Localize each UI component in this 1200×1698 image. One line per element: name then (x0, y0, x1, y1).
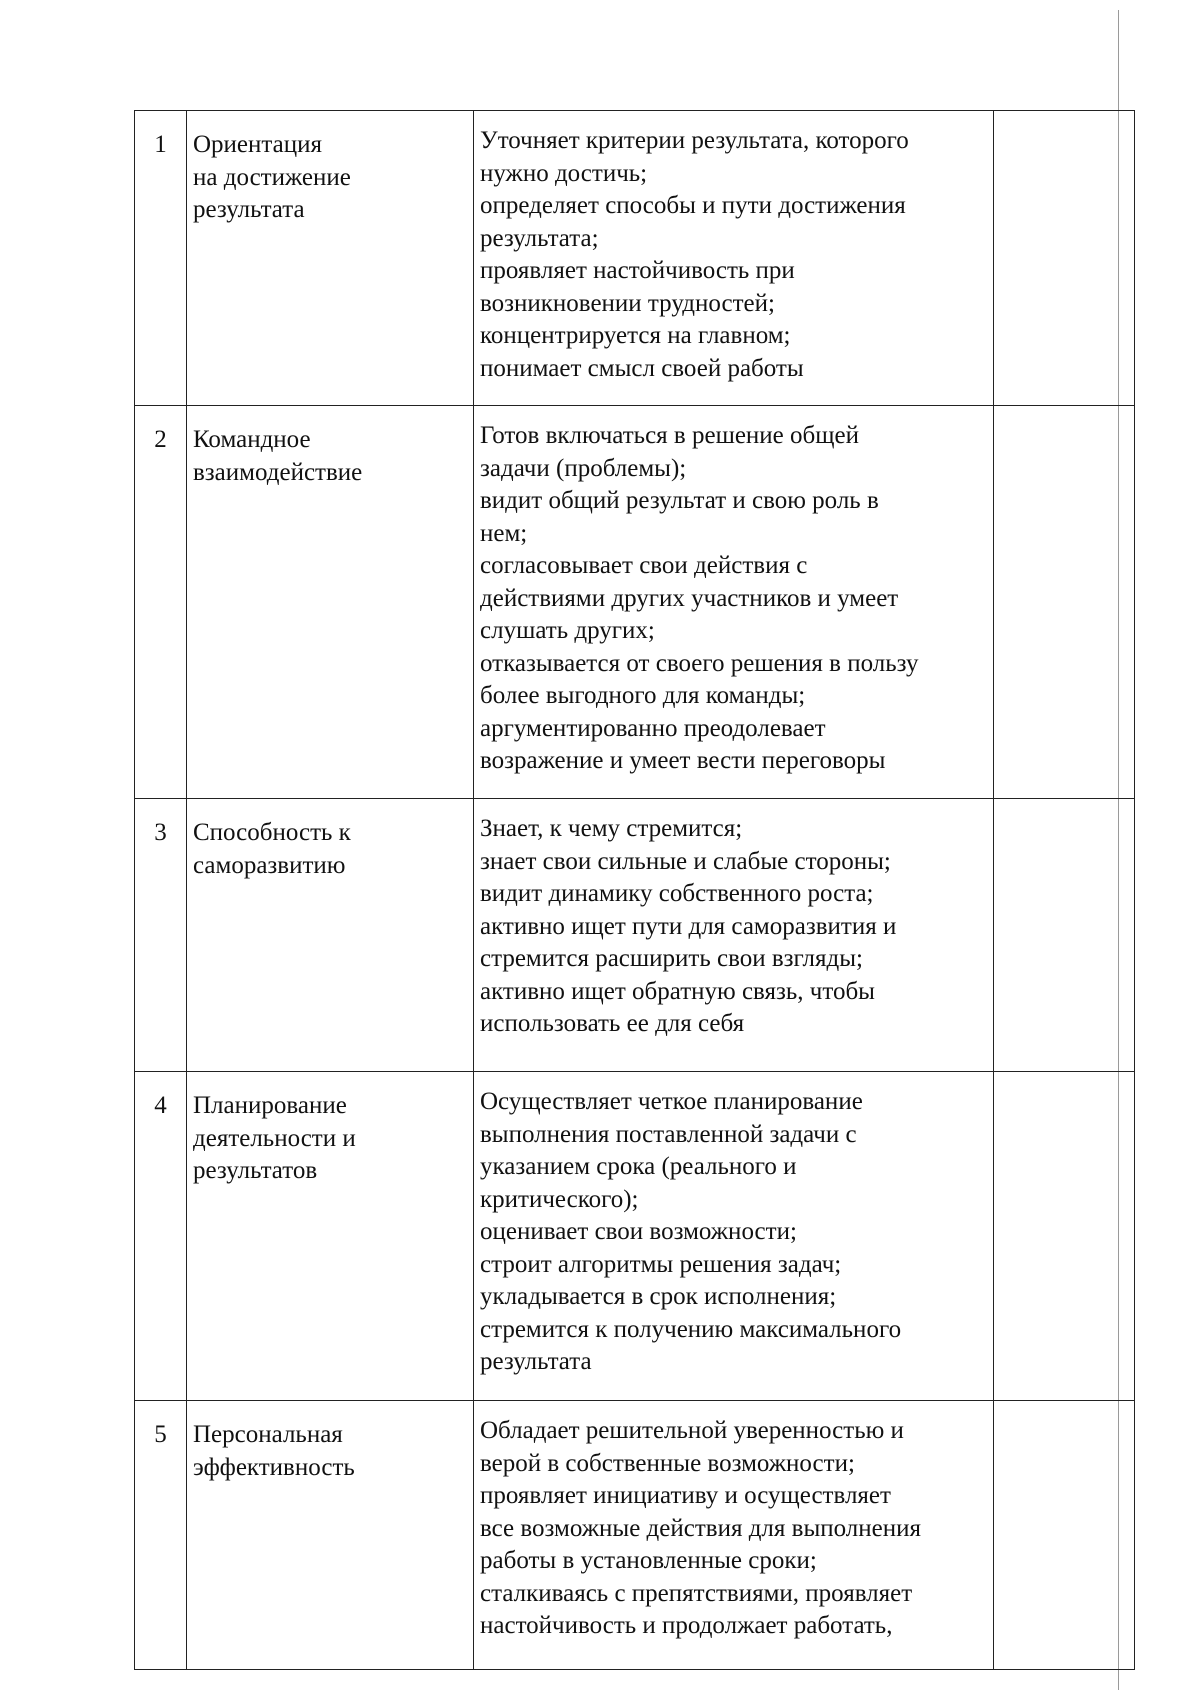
table-row (135, 1401, 1135, 1670)
mark-cell (994, 799, 1135, 1072)
table-row (135, 799, 1135, 1072)
mark-cell (994, 1072, 1135, 1401)
table-row (135, 111, 1135, 406)
description-line: все возможные действия для выполнения (480, 1514, 922, 1542)
description-line: Осуществляет четкое планирование (480, 1088, 863, 1115)
description-line: сталкиваясь с препятствиями, проявляет (480, 1579, 913, 1607)
name-line: эффективность (193, 1453, 355, 1481)
competency-name (187, 406, 474, 799)
competency-description (474, 799, 994, 1072)
name-line: Планирование (193, 1092, 347, 1119)
name-line: взаимодействие (193, 458, 363, 486)
competency-name (187, 1401, 474, 1670)
description-line: понимает смысл своей работы (480, 354, 804, 382)
description-line: настойчивость и продолжает работать, (480, 1612, 893, 1639)
description-line: Обладает решительной уверенностью и (480, 1417, 904, 1444)
description-line: согласовывает свои действия с (480, 552, 808, 579)
description-line: проявляет инициативу и осуществляет (480, 1482, 891, 1509)
description-line: активно ищет обратную связь, чтобы (480, 977, 875, 1005)
name-line: на достижение (193, 163, 351, 191)
description-line: результата (480, 1348, 592, 1375)
mark-cell (994, 406, 1135, 799)
competency-description (474, 1072, 994, 1401)
description-line: видит динамику собственного роста; (480, 880, 874, 907)
name-line: результатов (193, 1157, 318, 1184)
description-line: Готов включаться в решение общей (480, 422, 859, 449)
competency-name (187, 111, 474, 406)
description-line: возражение и умеет вести переговоры (480, 747, 886, 774)
description-line: аргументированно преодолевает (480, 714, 826, 742)
description-line: концентрируется на главном; (480, 322, 791, 349)
description-line: стремится к получению максимального (480, 1315, 902, 1343)
name-line: результата (193, 196, 305, 223)
description-line: выполнения поставленной задачи с (480, 1120, 857, 1148)
row-number: 2 (135, 406, 187, 799)
description-line: более выгодного для команды; (480, 682, 806, 709)
name-line: саморазвитию (193, 851, 346, 879)
description-line: верой в собственные возможности; (480, 1449, 855, 1477)
description-line: Знает, к чему стремится; (480, 815, 743, 842)
description-line: критического); (480, 1185, 639, 1213)
description-line: проявляет настойчивость при (480, 257, 795, 284)
competency-name (187, 1072, 474, 1401)
description-line: Уточняет критерии результата, которого (480, 127, 909, 154)
name-line: Способность к (193, 819, 351, 846)
description-line: активно ищет пути для саморазвития и (480, 912, 897, 940)
description-line: указанием срока (реального и (480, 1153, 797, 1180)
description-line: определяет способы и пути достижения (480, 192, 906, 219)
row-number: 5 (135, 1401, 187, 1670)
description-line: нем; (480, 519, 528, 547)
row-number: 4 (135, 1072, 187, 1401)
name-line: деятельности и (193, 1124, 356, 1152)
description-line: стремится расширить свои взгляды; (480, 945, 863, 972)
table-row (135, 406, 1135, 799)
mark-cell (994, 111, 1135, 406)
description-line: слушать других; (480, 617, 655, 644)
name-line: Командное (193, 426, 311, 453)
competency-table (134, 110, 1135, 1670)
description-line: возникновении трудностей; (480, 289, 775, 317)
name-line: Ориентация (193, 131, 322, 158)
competency-description (474, 406, 994, 799)
description-line: использовать ее для себя (480, 1010, 745, 1037)
competency-description (474, 111, 994, 406)
description-line: оценивает свои возможности; (480, 1218, 797, 1245)
description-line: укладывается в срок исполнения; (480, 1283, 837, 1310)
description-line: знает свои сильные и слабые стороны; (480, 847, 891, 875)
name-line: Персональная (193, 1421, 343, 1448)
description-line: видит общий результат и свою роль в (480, 487, 879, 514)
competency-description (474, 1401, 994, 1670)
row-number: 1 (135, 111, 187, 406)
competency-name (187, 799, 474, 1072)
description-line: действиями других участников и умеет (480, 584, 899, 612)
mark-cell (994, 1401, 1135, 1670)
description-line: результата; (480, 224, 599, 252)
description-line: отказывается от своего решения в пользу (480, 649, 919, 677)
description-line: задачи (проблемы); (480, 454, 687, 482)
row-number: 3 (135, 799, 187, 1072)
description-line: нужно достичь; (480, 159, 648, 187)
table-row (135, 1072, 1135, 1401)
description-line: работы в установленные сроки; (480, 1547, 817, 1574)
description-line: строит алгоритмы решения задач; (480, 1250, 842, 1278)
